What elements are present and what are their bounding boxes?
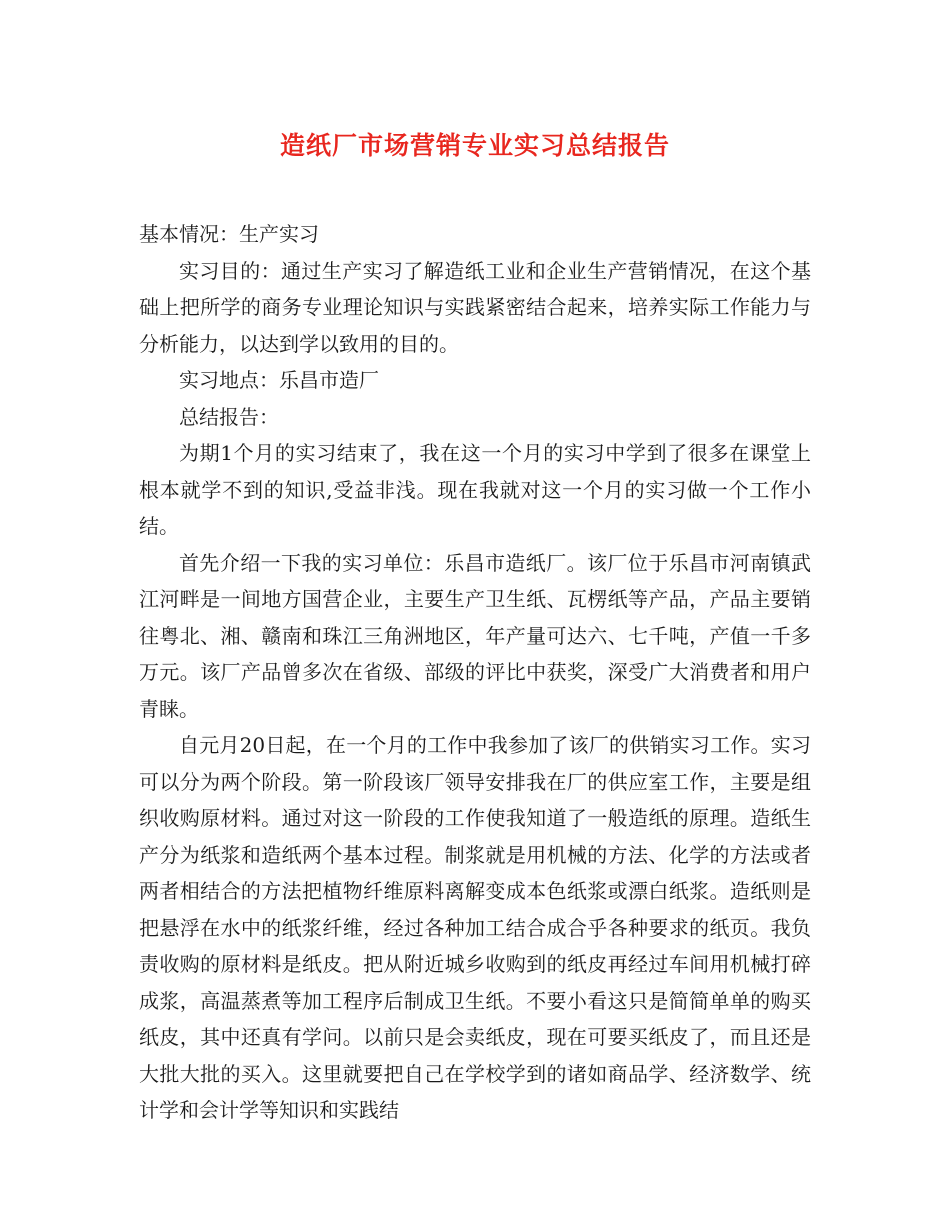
document-body — [139, 216, 811, 1129]
paragraph-report-heading: 总结报告： — [179, 404, 279, 429]
document-title: 造纸厂市场营销专业实习总结报告 — [279, 131, 670, 160]
paragraph-location: 实习地点：乐昌市造厂 — [179, 368, 379, 392]
paragraph-company: 首先介绍一下我的实习单位：乐昌市造纸厂。该厂位于乐昌市河南镇武江河畔是一间地方国营企业，主要生产卫生纸、瓦楞纸等产品，产品主要销往粤北、湘、赣南和珠江三角洲地区，年产量可达六、七千吨，产值一千多万元。该厂产品曾多次在省级、部级的评比中获奖，深受广大消费者和用户青睐。 — [139, 550, 811, 721]
paragraph-work: 自元月20日起，在一个月的工作中我参加了该厂的供销实习工作。实习可以分为两个阶段。第一阶段该厂领导安排我在厂的供应室工作，主要是组织收购原材料。通过对这一阶段的工作使我知道了一般造纸的原理。造纸生产分为纸浆和造纸两个基本过程。制浆就是用机械的方法、化学的方法或者两者相结合的方法把植物纤维原料离解变成本色纸浆或漂白纸浆。造纸则是把悬浮在水中的纸浆纤维，经过各种加工结合成合乎各种要求的纸页。我负责收购的原材料是纸皮。把从附近城乡收购到的纸皮再经过车间用机械打碎成浆，高温蒸煮等加工程序后制成卫生纸。不要小看这只是简简单单的购买纸皮，其中还真有学问。以前只是会卖纸皮，现在可要买纸皮了，而且还是大批大批的买入。这里就要把自己在学校学到的诸如商品学、经济数学、统计学和会计学等知识和实践结 — [139, 733, 811, 1122]
paragraph-intro: 为期1个月的实习结束了，我在这一个月的实习中学到了很多在课堂上根本就学不到的知识,受益非浅。现在我就对这一个月的实习做一个工作小结。 — [139, 441, 811, 538]
paragraph-basic-info: 基本情况：生产实习 — [139, 222, 319, 246]
paragraph-purpose: 实习目的：通过生产实习了解造纸工业和企业生产营销情况，在这个基础上把所学的商务专业理论知识与实践紧密结合起来，培养实际工作能力与分析能力，以达到学以致用的目的。 — [139, 258, 811, 356]
